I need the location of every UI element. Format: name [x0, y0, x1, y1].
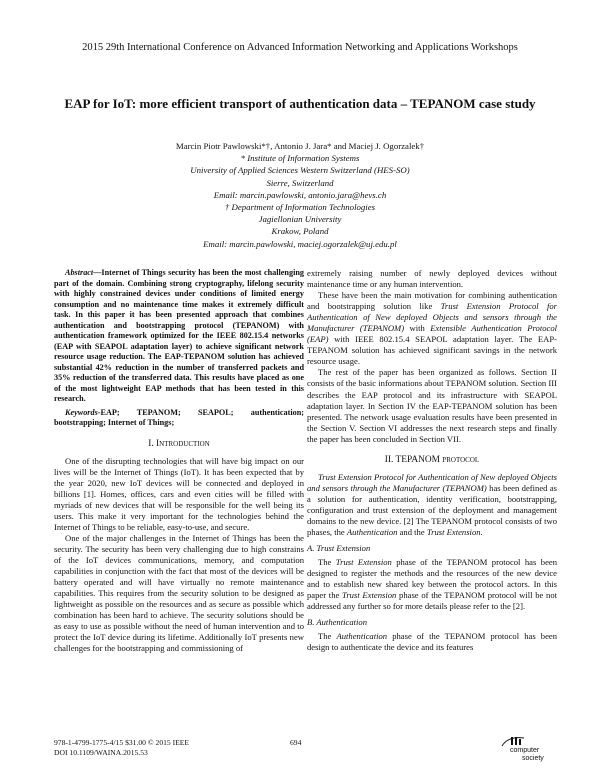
computer-society-logo	[498, 734, 553, 764]
abstract-label: Abstract	[65, 268, 94, 277]
footer-page-number: 694	[290, 738, 302, 747]
p3-text-a: These have been the main motivation for combining authentication and bootstrapping solution like	[307, 290, 557, 312]
affiliation-2-line-1: † Department of Information Technologies	[224, 202, 376, 213]
paper-title: EAP for IoT: more efficient transport of authentication data – TEPANOM case study	[64, 96, 536, 111]
sub-b-text-b: phase of the TEPANOM protocol has been design to authenticate the device and its features	[307, 631, 557, 653]
affiliation-1-email: Email: marcin.pawlowski, antonio.jara@hevs.ch	[213, 189, 387, 200]
abstract-text: —Internet of Things security has been the most challenging part of the domain. Combining strong cryptography, lifelong security with highly constrained devices under conditions of limited energy consumption and no maintenance time makes it extremely difficult task. In this paper it has been presented approach that combines authentication and bootstrapping protocol (TEPANOM) with authentication framework optimized for the IEEE 802.15.4 networks (EAP with SEAPOL adaptation layer) to achieve significant network resource usage reduction. The EAP-TEPANOM solution has achieved substantial 42% reduction in the number of transferred packets and 35% reduction of the transferred data. This results have placed as one of the most lightweight EAP methods that has been tested in this research.	[54, 268, 304, 403]
logo-line-1: computer	[510, 747, 540, 754]
affiliation-1-line-2: University of Applied Sciences Western Switzerland (HES-SO)	[190, 165, 410, 176]
subsection-a-title: A. Trust Extension	[307, 543, 371, 554]
p3-text-b: with	[404, 323, 431, 334]
intro-paragraph-1: One of the disrupting technologies that will have big impact on our lives will be the Internet of Things (IoT). It has been expected that by the year 2020, new IoT devices will be connected and deployed in billions [1]. Homes, offices, cars and even cities will be filled with myriads of new devices that will be responsible for the well being its users. This make it very important for the technologies behind the Internet of Things to be reliable, easy-to-use, and secure.	[54, 455, 304, 532]
sub-a-emphasis-2: Trust Extension	[342, 590, 397, 601]
authors-block	[0, 140, 600, 250]
keywords	[54, 408, 304, 429]
keywords-text: -EAP; TEPANOM; SEAPOL; authentication; bootstrapping; Internet of Things;	[54, 407, 304, 427]
p3-emphasis-eap: Extensible Authentication Protocol (EAP)	[307, 323, 557, 345]
affiliation-2-email: Email: marcin.pawlowski, maciej.ogorzalek@uj.edu.pl	[203, 238, 397, 249]
conference-header: 2015 29th International Conference on Advanced Information Networking and Applications Workshops	[82, 42, 518, 53]
tepanom-text-b: and the	[397, 527, 427, 538]
left-column	[54, 268, 304, 654]
section-2-title: II. TEPANOM protocol	[384, 454, 480, 465]
p3-emphasis-tepanom: Trust Extension Protocol for Authentication of New deployed Objects and sensors through the Manufacturer (TEPANOM)	[307, 301, 557, 334]
abstract	[54, 268, 304, 405]
sub-a-text-b: phase of the TEPANOM protocol has been designed to register the methods and the resources of the new device and to establish new shared key between the protocol actors. In this paper the	[307, 557, 557, 601]
tepanom-emphasis: Trust Extension Protocol for Authentication of New deployed Objects and sensors through the Manufacturer (TEPANOM)	[307, 471, 557, 493]
subsection-b-title: B. Authentication	[307, 617, 367, 628]
tepanom-emphasis-auth: Authentication	[346, 527, 398, 538]
affiliation-2-line-2: Jagiellonian University	[258, 214, 342, 225]
keywords-label: Keywords	[65, 407, 98, 417]
sub-b-emphasis: Authentication	[336, 631, 388, 642]
intro-paragraph-3	[307, 290, 557, 367]
right-column	[307, 268, 557, 654]
affiliation-2-line-3: Krakow, Poland	[271, 226, 329, 237]
authors-line: Marcin Piotr Pawlowski*†, Antonio J. Jara* and Maciej J. Ogorzalek†	[175, 141, 425, 151]
tepanom-paragraph-1	[307, 472, 557, 538]
sub-b-text-a: The	[318, 631, 337, 642]
sub-a-text-c: phase of the TEPANOM protocol will be not addressed any further so for more details please refer to the [2].	[307, 590, 558, 612]
footer-left	[54, 738, 189, 757]
section-1-title: I. Introduction	[148, 438, 210, 449]
sub-a-text-a: The	[318, 557, 336, 568]
p3-text-c: with IEEE 802.15.4 SEAPOL adaptation layer. The EAP-TEPANOM solution has achieved significant savings in the network resource usage.	[307, 334, 557, 367]
intro-paragraph-4: The rest of the paper has been organized as follows. Section II consists of the basic informations about TEPANOM solution. Section III describes the EAP protocol and its infrastructure with SEAPOL adaptation layer. In Section IV the EAP-TEPANOM solution has been presented. The network usage evaluation results have been presented in the Section V. Section VI addresses the next research steps and finally the paper has been concluded in Section VII.	[307, 367, 557, 444]
intro-paragraph-2-continued: extremely raising number of newly deployed devices without maintenance time or any human intervention.	[307, 268, 557, 290]
affiliation-1-line-1: * Institute of Information Systems	[240, 153, 360, 164]
intro-paragraph-2: One of the major challenges in the Internet of Things has been the security. The security has been very challenging due to high constrains of the IoT devices communications, memory, and computation capabilities in conjunction with the fact that most of the devices will be battery operated and will have virtually no remote maintenance capabilities. This requires from the security solution to be designed as lightweight as possible on the resources and as secure as possible which combination has been hard to achieve. The security solutions should be as easy to use as possible without the need of human intervention and to protect the IoT device during its lifetime. Additionally IoT presents new challenges for the bootstrapping and commissioning of	[54, 532, 304, 654]
sub-a-emphasis: Trust Extension	[335, 557, 392, 568]
logo-line-2: society	[522, 755, 544, 762]
subsection-a-paragraph	[307, 557, 557, 612]
tepanom-text-a: has been defined as a solution for authentication, identity verification, bootstrapping, configuration and trust extension of the deployment and management domains to the new device. [2] The TEPANOM protocol consists of two phases, the	[307, 482, 557, 538]
footer-doi: DOI 10.1109/WAINA.2015.53	[54, 747, 148, 757]
tepanom-emphasis-trust: Trust Extension	[426, 527, 481, 538]
affiliation-1-line-3: Sierre, Switzerland	[266, 177, 334, 188]
footer-isbn: 978-1-4799-1775-4/15 $31.00 © 2015 IEEE	[54, 738, 190, 747]
tepanom-text-c: .	[480, 527, 483, 538]
subsection-b-paragraph	[307, 631, 557, 653]
